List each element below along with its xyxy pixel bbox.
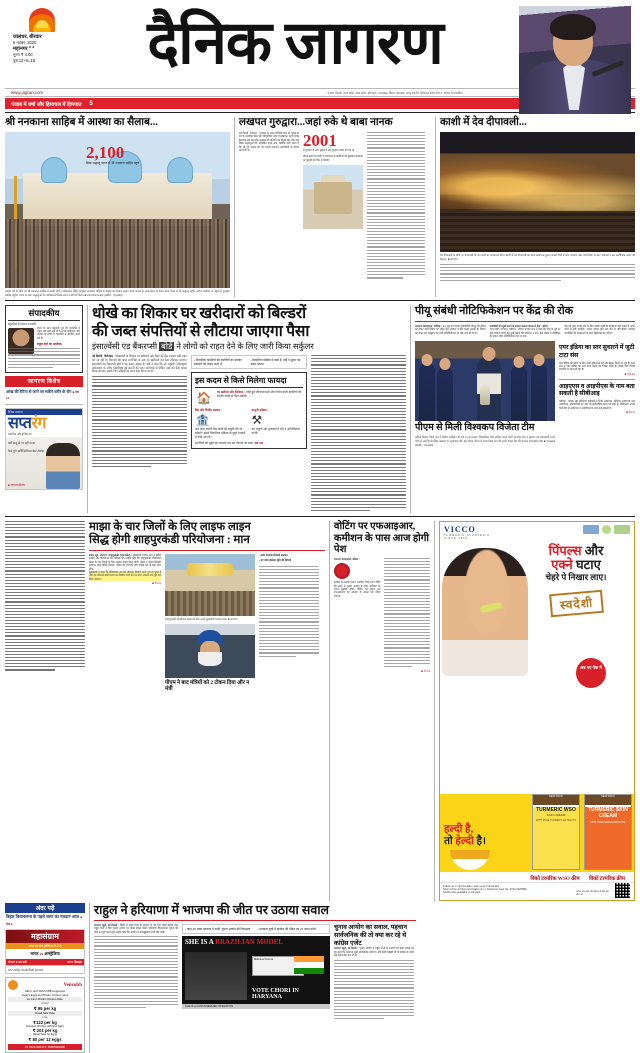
product-1-type: SKIN CREAM — [546, 812, 566, 817]
saptrang-brand: दैनिक जागरण — [6, 409, 82, 415]
necc-row-2-price: ₹122 per kg — [33, 1019, 57, 1025]
divider — [5, 300, 635, 301]
bottom-left-column — [5, 903, 85, 1053]
voting-dateline: जागरण संवाददाता, बठिंडा : — [333, 557, 360, 561]
infobox-item-2-label: कानूनी प्रक्रिया : — [251, 408, 269, 413]
top-story-headline[interactable]: श्री ननकाना साहिब में आस्था का सैलाब... — [5, 117, 158, 128]
haldi-slogan — [444, 824, 486, 848]
rahul-dateline: जागरण ब्यूरो, नई दिल्ली : — [94, 923, 119, 927]
product-1-hindi-caption: विको टरमरिक WSO क्रीम — [530, 875, 580, 882]
graphic-name-label: Matheus Ferrero — [254, 958, 274, 962]
swadeshi-stamp: स्वदेशी — [549, 590, 604, 618]
shahpurkandi-body: मुख्यमंत्री भगवंत मान ने राष्ट्रीय स्तरीय और परियोजना की समीक्षा की। उन्होंने कहा कि शाहपुरकंडी परियोजना माझा के चार जिलों के लिए लाइफ लाइन सिद्ध होगी। इससे न केवल बिजली उत्पादन होगा बल्कि सिंचाई, पर्यटन को रोजगार और पंजाब को भी बड़ा लाभ होगा। — [89, 553, 161, 571]
andar-padhen-text[interactable]: बिहार विधानसभा के पहले चरण का मतदान आज — [6, 914, 80, 920]
masthead-edition: महानगर * * — [13, 46, 35, 52]
saptrang-tagline: तकनीक और दुनिया का — [8, 431, 32, 436]
stat-caption: में गुजरात में आए भूकंप में यह गुरुद्वारा ध्वस्त हो गया था — [302, 149, 355, 152]
necc-row-1-price: ₹ 95 per kg — [33, 1005, 57, 1011]
graphic-footer: SHE IS A CONTAINERIZED OPERATION — [182, 1004, 330, 1009]
lead-subhead-post: ने लोगों को राहत देने के लिए जारी किया सर्कुलर — [176, 342, 314, 352]
infobox-item-1-label: बैंक और वित्तीय संस्थान : — [194, 408, 223, 413]
voting-story — [334, 521, 430, 901]
saptrang-word-a: सप्त — [8, 414, 32, 432]
voting-page: ■ पेज-2 — [421, 669, 431, 674]
rahul-bullet-1: मतदाता सूची में ब्राजील की मॉडल का 22 जगह फोटो — [259, 926, 316, 931]
rahul-story — [94, 903, 416, 1053]
rahul-bullet-0: कहा-25 लाख मतदाता में फर्जी, चुनाव आयोग की निष्पक्षता — [186, 926, 251, 931]
product-2-hindi-caption: विको टरमरिक क्रीम — [589, 875, 625, 882]
product-1-with: WITH PURE TURMERIC EXTRACTS — [535, 818, 577, 822]
venue: कैनबरा — [74, 960, 82, 965]
editorial-box — [5, 305, 83, 373]
infobox-item-2-text: कर वसूली और मुकदमों में देरी व अनिश्चितता घटेगी। — [251, 427, 300, 436]
vicco-footer-1: Follow us on @viccolabs • Like us on /ViccoLabs — [443, 884, 500, 888]
necc-row-3-label: Dressed Chicken (Without Skin) — [25, 1024, 65, 1028]
match-time-label: दोपहर — [8, 960, 15, 965]
right-sub-headline[interactable]: पंजाबियों को मुर्ख बनाने के बजाय फैसला वापस ले केंद्र : सीएम — [489, 324, 548, 328]
ec-side-body: चुनाव आयोग ने राहुल गांधी के आरोपों का कड़ा जवाब देते हुए कहा कि मतदाता सूची सार्वजनिक होती है। यदि कोई गड़बड़ी थी तो कांग्रेस के एजेंट उस समय क्या कर रहे थे। — [334, 947, 414, 958]
column-divider — [435, 117, 436, 297]
editorial-body: राज्य के साथ बहुजनी चुप ही राजनीति में उभरा लगे और अब तो वे अपने कार्यकर्ता और दलितों के लोगों में राजनीति में स्थापित करने लगे हैं। — [37, 326, 81, 340]
column-divider — [410, 305, 411, 513]
middle-row — [5, 305, 635, 513]
vs-label: vs — [39, 952, 44, 957]
vicco-product-1 — [532, 794, 580, 870]
new-pack-badge: अब नए पैक में — [576, 658, 606, 688]
pm-team-photo — [415, 341, 555, 421]
vicco-footer-2: Shop online at https://viccolabs.com • Customer Care No. 0712-2420896 — [443, 887, 527, 891]
editorial-title: संपादकीय — [8, 308, 80, 321]
infobox-item-0-text: रुकी हुई परियोजनाओं और निवेश वाली कंपनियों की संपत्ति जल्दी से मिल सकेगी। — [216, 390, 302, 399]
vicco-subbrand: TURMERIC AYURVEDIC — [444, 533, 491, 537]
lead-subhead-highlight: बोर्ड — [161, 342, 173, 352]
bottom-row — [5, 903, 635, 1053]
qr-note: अधिक जानकारी और खरीदने के लिए यहां स्कैन करें — [576, 891, 609, 897]
product-1-name: TURMERIC WSO — [536, 806, 576, 813]
saptrang-teaser[interactable]: क्यों बाजुओं पर नहीं गएगा — [8, 440, 35, 445]
qr-code-icon[interactable] — [615, 883, 630, 898]
shahpurkandi-dateline: संवाद सूत्र, जागरण- शाहपुरकंडी (पठानकोट) : — [89, 553, 133, 557]
saptrang-teaser-2[interactable]: कैसे चुनें आर्टिफिशियल बेस्ट टेबलेट — [8, 448, 45, 453]
lead-subhead-pre: इंसाल्वेंसी एंड बैंकरप्सी — [91, 342, 158, 352]
ec-side-dateline: जागरण ब्यूरो, नई दिल्ली : — [334, 947, 359, 951]
top-story-headline[interactable]: काशी में देव दीपावली... — [439, 117, 527, 128]
saptrang-model-photo — [46, 443, 80, 489]
cert-badge-1-icon — [583, 525, 599, 534]
editor-portrait — [8, 328, 34, 354]
masthead — [5, 4, 635, 88]
website-link[interactable]: www.jagran.com — [11, 90, 44, 95]
infobox-item — [195, 408, 247, 439]
vicco-footer — [440, 882, 634, 900]
edition-states: पंजाब, दिल्ली, उत्तर प्रदेश, मध्य प्रदेश, हरियाणा, उत्तराखंड, बिहार, झारखंड, जम्मू कश्मीर, हिमाचल प्रदेश और प. बंगाल से प्रकाशित — [327, 90, 463, 95]
graphic-title-pre: SHE IS A — [185, 938, 216, 947]
shahpurkandi-sub-headline[interactable]: पीएम ने बाद मंत्रियों को 2 टोकन दिया और न मंत्री — [165, 679, 250, 692]
vicco-head-b2: घटाए — [575, 556, 601, 572]
lead-subhead — [92, 342, 406, 352]
gavel-icon: ⚒ — [251, 412, 263, 427]
lakhpat-gurdwara-photo — [303, 165, 363, 229]
teaser-left-page: 5 — [89, 100, 93, 107]
jagran-vishesh-page: ■ पेज 11 — [6, 389, 79, 401]
necc-line-2: today's Eggs and Broiler Chicken rates — [21, 993, 69, 997]
bank-icon: 🏦 — [194, 412, 210, 427]
saptrang-promo[interactable] — [5, 408, 83, 490]
voting-body: कांग्रेस के पंजाब प्रधान अमरिंदर सिंह राजा वड़िंग की तरफ से चुनाव आयोग में दायर याचिका पर आज सुनवाई होगी। वोटिंग को लेकर दर्ज एफआइआर को आयोग के समक्ष पेश किया जाएगा। — [333, 581, 381, 598]
right-sub-body: राज्य बड़ी, जागरण- चंडीगढ़ : सीएम भगवंत मान ने कहा कि पीयू के मुद्दे पर केंद्र सरकार लोगों को मुर्ख बनाने की कोशिश न करे। केंद्र सीनेट व सिंडिकेट को लेकर जारी नोटिफिकेशन को रद करे। — [489, 328, 561, 338]
shahpurkandi-fact-1: 37,000 हेक्टेयर भूमि की सिंचाई — [260, 559, 291, 563]
top-stories-row — [5, 117, 635, 297]
rahul-bullets: • कहा-25 लाख मतदाता में फर्जी, चुनाव आयोग की निष्पक्षता • मतदाता सूची में ब्राजील की मॉडल का 22 जगह फोटो — [182, 924, 330, 934]
product-2-name: TURMERIC SKIN CREAM — [588, 806, 628, 819]
infobox-footer-tag: जब एक — [254, 441, 264, 446]
ec-side-filler — [334, 960, 414, 1020]
voting-headline-l2[interactable]: कमीशन के पास आज होगी पेश — [333, 532, 429, 556]
right-body: 14 जून को पंजाब यूनिवर्सिटी (पीयू) की सीनेट को लेकर जारी विवाद को लेकर केंद्र सरकार ने बड़ा कदम उठाया है। विवाद को लेकर 28 अक्टूबर को जारी नोटिफिकेशन पर रोक लगा दी गई है। — [414, 324, 486, 335]
lead-story — [92, 305, 406, 513]
rahul-body: बिहार में पहले चरण के मतदान से एक दिन पहले कांग्रेस नेता राहुल गांधी ने फिर चुनाव आयोग पर तीखा हमला बोला। हरियाणा विधानसभा चुनाव की चोरी का मुद्दा उठाते हुए उन्होंने कहा कि आयोग ने जानबूझकर फर्जी वोट जोड़े। — [94, 923, 178, 934]
mahasangram-title: महासंग्राम — [6, 930, 84, 943]
product-2-with: WITH PURE SANDALWOOD OIL — [590, 820, 626, 824]
cream-swatch-icon — [480, 602, 503, 613]
stat-overlay — [86, 144, 160, 165]
masthead-place: जालंधर, बीरवार — [13, 34, 42, 40]
vencobb-logo: Vencobb — [63, 982, 82, 988]
stat-number: 2,100 — [85, 143, 125, 163]
team-a: भारत — [30, 951, 39, 957]
jagran-vishesh-box[interactable] — [5, 376, 83, 405]
ec-side-headline[interactable]: चुनाव आयोग का सवाल, पहचान सार्वजनिक की तो क्या कर रहे थे कांग्रेस एजेंट — [334, 923, 407, 947]
mahasangram-box[interactable] — [5, 929, 85, 974]
necc-logo-icon — [8, 980, 18, 990]
cert-badge-3-icon — [614, 525, 630, 534]
voting-filler — [384, 558, 431, 667]
top-story-kashi — [440, 117, 635, 297]
top-story-nankana — [5, 117, 230, 297]
story-body-filler — [367, 132, 425, 279]
lead-bullet-1: दिवालिया प्रक्रिया में कमी है, बोर्ड ने सुधार का कदम उठाया — [250, 358, 301, 367]
match-time: 1:45 बजे — [15, 960, 27, 965]
lead-body-filler-right — [311, 355, 406, 511]
saptrang-visual — [6, 437, 82, 489]
column-divider — [87, 305, 88, 513]
pm-photo-caption: महिला क्रिकेट विश्व कप में दक्षिण अफ्रीका को 52 रन से हराकर ऐतिहासिक जीत हासिल करने वाली भारतीय टीम ने बुधवार को प्रधानमंत्री नरेन्द्र मोदी से नई दिल्ली स्थित आवास पर मुलाकात की। इस दौरान पीएम के साथ विश्व कप की ट्राफी पकड़े टीम की कप्तान हरमनप्रीत कौर ■ एएनआइ (तस्वीर : एएनआइ) — [414, 436, 555, 447]
right-item-0-page: ■ पेज-11 — [624, 371, 635, 376]
right-dateline: जागरण संवाददाता, चंडीगढ़ : — [414, 324, 443, 328]
rahul-filler — [94, 936, 178, 1008]
gurdwara-photo — [5, 132, 230, 288]
infobox-footer: संपत्तियों को मुक्त कर प्रचलन पथ को लौटाया जा सके। — [194, 441, 254, 446]
anchor-portrait — [519, 6, 631, 114]
stat-caption: सिख श्रद्धालु भारत से श्री ननकाना साहिब पहुंचे — [85, 161, 140, 166]
necc-line-1: NECC and VENCOBB suggestive — [24, 990, 66, 994]
story-body: नई दिल्ली, जागरण : गुजरात के उत्तर-पश्चिमी छोर पर कच्छ के रण के नजदीक बसा एक ऐतिहासिक शहर है लखपत। कभी संपन्न बंदरगाह रहा यह शहर लखपत दो सदियों तक वीरान रहा। फिर यह सिख श्रद्धालुओं को आकर्षित करने लगा, क्योंकि माना जाता है कि श्री गुरु नानक देव जी अपनी यात्राओं (उदासियों) के दौरान यहां रुके थे। — [238, 132, 299, 153]
lower-row — [5, 521, 635, 901]
andar-padhen-label: अंदर पढ़ें — [5, 903, 85, 913]
vicco-head-a2: और — [584, 542, 604, 558]
voting-alert-icon — [334, 563, 350, 579]
graphic-title-highlight: BRAZILIAN MODEL — [215, 938, 284, 947]
column-divider — [234, 117, 235, 297]
page-title: दैनिक जागरण — [147, 10, 443, 76]
vicco-since: SINCE 1952 — [444, 536, 468, 540]
haldi-b: तो — [444, 835, 453, 847]
shahpurkandi-headline-l1[interactable]: माझा के चार जिलों के लिए लाइफ लाइन — [89, 520, 251, 533]
shahpurkandi-page: ■ पेज-6 — [152, 581, 161, 586]
top-story-lakhpat — [239, 117, 431, 297]
jagran-vishesh-teaser[interactable]: आंख की रेटिना से जाने जा सकेंगे शरीर के रोग — [6, 388, 72, 394]
team-b: आस्ट्रेलिया — [44, 951, 60, 957]
shahpurkandi-highlight: मुख्यमंत्री ने कहा कि परियोजना का 80 प्रतिशत निर्माण कार्य पूरा हो चुका है और 20 प्रतिशत बाकी काम का निर्माण कार्य को 31 मार्च, 2026 तक पूरा कर लिया जाएगा। — [89, 571, 161, 581]
necc-advertisement[interactable] — [5, 977, 85, 1053]
vicco-footer-3: Stocks also available in old pack. — [443, 890, 482, 894]
benefit-infobox — [191, 372, 307, 449]
product-2-top-label: NEW PACK — [585, 795, 631, 805]
vicco-model-photo — [442, 548, 528, 676]
infobox-item-0-label: घर खरीदार और निवेशक : — [216, 390, 246, 395]
right-sub-body-2: केंद्र को तुरंत वापस लेने के लिए उसके शब्दों के इस्तेमाल वाले शब्दों से अपने वादों से नहीं भटकेंगे। आदेश वापस होने तक चैन से नहीं बैठेंगे। सरकार पंजाबियों की भावनाओं के साथ खिलवाड़ कर रही है। — [564, 324, 635, 335]
saptrang-word-b: रंग — [31, 414, 46, 432]
key-house-icon: 🏠 — [196, 390, 212, 405]
necc-row-1-unit: (2 Kg) — [41, 1002, 49, 1006]
rahul-headline[interactable]: राहुल ने हरियाणा में भाजपा की जीत पर उठाया सवाल — [94, 902, 330, 917]
cm-mann-photo — [165, 624, 255, 678]
sun-logo-icon — [29, 8, 55, 32]
shahpurkandi-photo — [165, 554, 255, 616]
photo-caption: प्रकाश पर्व के मौके पर श्री ननकाना साहिब में उमड़ी संगत। पाकिस्तान स्थित गुरुद्वारा ननकाना साहिब में आस्था का सैलाब उमड़ा। बाबा नानक के जन्म स्थान के दर्शन करने भारत से भी श्रद्धालु पहुंचे। जत्था जत्थेदार के नेतृत्व में गुरुद्वारा साहिब पहुंचा। भारत से आए श्रद्धालुओं का पाकिस्तानी सिख संगत ने स्वागत किया। ■ जागरण/एएनआइ (तस्वीर : एएनआइ) — [5, 290, 230, 297]
lead-body-filler — [92, 376, 187, 467]
right-column — [415, 305, 635, 513]
shahpurkandi-headline-l2[interactable]: सिद्ध होगी शाहपुरकंडी परियोजना : मान — [89, 533, 250, 546]
right-item-1-headline[interactable]: आइएएस व आइपीएस के नाम बता सकती है सीबीआइ — [558, 382, 635, 398]
lead-body: धोखाधड़ी के शिकार घर खरीदारों और बैंकों को केंद्र सरकार बड़ी राहत देने जा रही है। बिल्डरों की जब्त संपत्तियों से अब घर खरीदारों को पैसा लौटाया जाएगा। इंसाल्वेंसी एंड बैंकरप्सी बोर्ड ने यह कदम उठाया है। बोर्ड ने कहा कि नए सर्कुलर रेजोल्यूशन प्रोफेशनल के जरिए दिवालिया हुई कंपनी की जब्त संपत्तियों से पीड़ित पक्षों को पैसा वापस किया जाएगा। इसके लिए प्रक्रिया को सरल बना दिया गया है। — [91, 354, 187, 374]
teaser-left-text[interactable]: पंजाब में वर्षा और हिमाचल में हिमपात — [11, 101, 82, 108]
story-note: सीएम बनने पर मोदी ने राजस्थान से कारीगरों को बुलाकर करवाया था गुरुद्वारे का फिर से निर्माण — [302, 155, 363, 162]
graphic-model-photo — [185, 952, 247, 1000]
editorial-kicker: बहुजनियों की कैलाश राजनीति: — [8, 323, 37, 327]
lead-bullet-0: दिवालिया कंपनियों की संपत्तियों का उपयोग हक़दारों को वापस करने में — [193, 358, 242, 367]
brazilian-model-graphic — [182, 936, 330, 1004]
lead-dateline: नई दिल्ली, पीटीआइ : — [91, 354, 115, 359]
india-flag-icon — [294, 956, 324, 974]
left-sidebar — [5, 305, 83, 513]
infobox-item — [195, 390, 303, 405]
right-headline[interactable]: पीयू संबंधी नोटिफिकेशन पर केंद्र की रोक — [414, 305, 574, 318]
necc-contact: M: 09041901379, 09855965088 — [8, 1044, 82, 1050]
right-item-1-body: चंडीगढ़ : पंजाब और हरियाणा हाईकोर्ट ने निजी अस्पताल, सीनियर आइएएस तथा आइपीएस अधिकारियों का नाम भी सार्वजनिक करने को कहा है। सीबीआइ अपनी चार्जशीट में आइएएस व आइपीएस के नाम बता सकती है। — [558, 399, 635, 410]
necc-row-4-label: Retail Rate for Eggs — [32, 1033, 58, 1037]
voting-headline-l1[interactable]: वोटिंग पर एफआइआर, — [333, 520, 416, 532]
right-item-0-body: एयर इंडिया की उड़ान के लिए यात्री सुविधाओं को और बेहतर किया जा रहा है। टाटा संस ने एयर इंडिया का स्तर ऊंचा उठाने का जिम्मा लिया है। इसके लिए विशेष रणनीति पर काम हो रहा है। — [558, 361, 635, 372]
jagran-vishesh-label: जागरण विशेष — [5, 376, 83, 387]
infobox-item — [252, 408, 304, 439]
necc-row-4-price: ₹ 80 per 12 eggs — [28, 1036, 62, 1042]
vicco-head-a: पिंपल्स — [548, 542, 582, 558]
top-story-headline[interactable]: लखपत गुरुद्वारा...जहां रुके थे बाबा नानक — [238, 117, 393, 128]
lead-headline-line1[interactable]: धोखे का शिकार घर खरीदारों को बिल्डरों — [91, 305, 306, 323]
shahpurkandi-story: माझा के चार जिलों के लिए लाइफ लाइन सिद्ध होगी शाहपुरकंडी परियोजना : मान संवाद सूत्र, जागरण- शाहपुरकंडी (पठानकोट) : मुख्यमंत्री भगवंत मान ने राष्ट्रीय स्तरीय और परियोजना की समीक्षा की। उन्होंने कहा कि शाहपुरकंडी परियोजना माझा के चार जिलों के लिए लाइफ लाइन सिद्ध होगी। इससे न केवल बिजली उत्पादन होगा बल्कि सिंचाई, पर्यटन को रोजगार और पंजाब को भी बड़ा लाभ होगा। मुख्यमंत्री ने कहा कि परियोजना का 80 प्रतिशत निर्माण कार्य पूरा हो चुका है और 20 प्रतिशत बाकी काम का निर्माण कार्य को 31 मार्च, 2026 तक पूरा कर लिया जाएगा। ■ पेज-6 शाहपुरकंडी परियोजना स्थल का दौरा करते मुख्यमंत्री भगवंत मान। ■ जागरण पीएम ने बाद मंत्रियों को 2 टोकन दिया और न मंत्री • 206 मेगावाट बिजली उत्पादन • 37,000 हेक्टेयर भूमि की सिंचाई — [5, 521, 325, 901]
andar-padhen-page: ■ पेज-9 — [6, 915, 83, 927]
shahpurkandi-fact-0: 206 मेगावाट बिजली उत्पादन — [260, 553, 288, 557]
product-1-top-label: NEW PACK — [533, 795, 579, 805]
lead-headline-line2[interactable]: की जब्त संपत्तियों से लौटाया जाएगा पैसा — [91, 322, 310, 340]
necc-row-3-price: ₹ 201 per kg — [32, 1028, 58, 1034]
broadcast-channel: स्टार स्पोर्ट्स नेटवर्क/जियो हाटस्टार — [6, 965, 84, 973]
vicco-head-c: चेहरे पे निखार लाए। — [545, 571, 607, 582]
necc-row-2-label: Retail Sale Rate — [8, 1011, 82, 1016]
column-divider — [89, 903, 90, 1053]
left-filler — [5, 521, 85, 671]
varanasi-ghat-photo — [440, 132, 635, 252]
necc-row-2-unit: Live — [42, 1015, 48, 1019]
infobox-title: इस कदम से किसे मिलेगा फायदा — [195, 375, 303, 388]
vicco-advertisement[interactable] — [439, 521, 635, 901]
haldi-a: हल्दी है, — [444, 823, 474, 835]
saptrang-page: ■ जागरण/विशेष — [8, 482, 25, 487]
column-divider — [434, 521, 435, 901]
vicco-head-b: एक्ने — [551, 556, 573, 572]
stat-number: 2001 — [302, 131, 337, 150]
mahasangram-band: आज का मैच (सीरीज टी-20) — [6, 943, 84, 949]
shahpurkandi-filler — [259, 566, 319, 657]
divider — [5, 516, 635, 517]
column-divider — [329, 521, 330, 901]
cert-badge-2-icon — [602, 525, 611, 534]
photo-caption: देव दीपावली के मौके पर वाराणसी के गंगा घाटों पर जगमगाते दीये। काशी में देव दीपावली का भव्य आयोजन हुआ। लाखों दीयों से घाट जगमगा उठे। देश-विदेश से आए पर्यटकों ने इस अलौकिक नजारे को निहारा। ■ जागरण — [439, 254, 636, 261]
vicco-product-2 — [584, 794, 632, 870]
story-body-filler — [440, 264, 635, 281]
shahpurkandi-caption: शाहपुरकंडी परियोजना स्थल का दौरा करते मुख्यमंत्री भगवंत मान। ■ जागरण — [165, 617, 238, 621]
right-item-1-page: ■ पेज-2 — [626, 410, 635, 415]
editorial-byline[interactable]: राहुल वर्मा का आलेख। — [37, 342, 62, 347]
masthead-price: मूल्य ₹ 4.00 — [13, 52, 33, 57]
editorial-filler — [8, 348, 80, 368]
necc-row-1-label: Ex Farm Broiler Chicken Rate — [8, 997, 82, 1002]
masthead-date: 6 नवंबर, 2025 — [13, 40, 37, 45]
masthead-pages: पृष्ठ 12+6=18 — [13, 58, 36, 63]
haldi-c: हेल्दी — [455, 835, 474, 847]
haldi-d: है। — [476, 835, 486, 847]
infobox-item-1-text: अब जब्त संपत्ति बैंक कर्जों की वसूली की जा सकेगी। इससे दिवालिया प्रक्रिया के दूसरे मामलों में तेजी आएगी। — [194, 427, 246, 440]
lead-bullets: • दिवालिया कंपनियों की संपत्तियों का उपयोग हक़दारों को वापस करने में • दिवालिया प्रक्रिया में कमी है, बोर्ड ने सुधार का कदम उठाया — [191, 355, 307, 369]
graphic-overlay-text: VOTE CHORI IN HARYANA — [252, 988, 299, 1001]
right-item-0-headline[interactable]: एयर इंडिया का स्तर सुधारने में जुटी टाटा संस — [558, 344, 635, 359]
andar-padhen-box[interactable] — [5, 903, 85, 929]
masthead-info — [11, 8, 73, 64]
venue-label: स्थान: — [67, 960, 74, 965]
vicco-logo: VICCO — [444, 524, 476, 534]
pm-photo-caption-headline: पीएम से मिली विश्वकप विजेता टीम — [414, 423, 535, 434]
